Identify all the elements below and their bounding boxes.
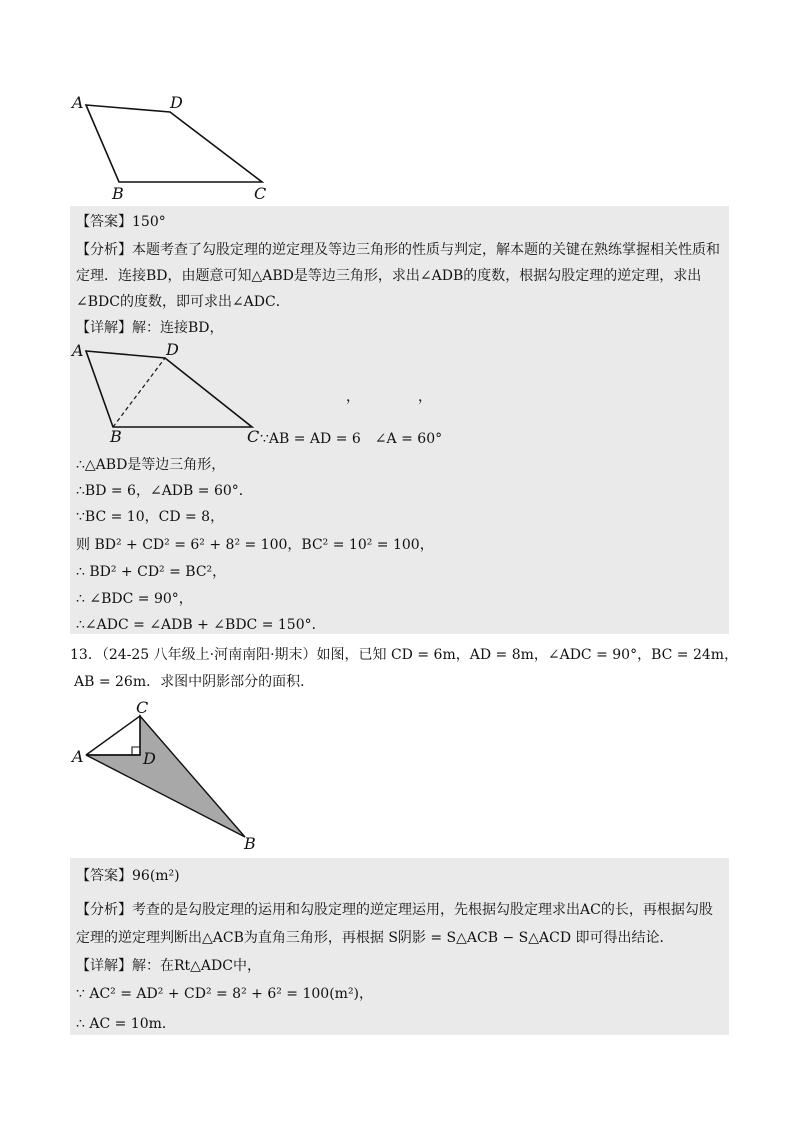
- vertex-a-label: A: [72, 747, 84, 766]
- vertex-a-label: A: [72, 93, 84, 112]
- q13-stem-line-1: 13．（24-25 八年级上·河南南阳·期末）如图，已知 CD = 6m，AD = 8m，∠ADC = 90°，BC = 24m，: [70, 647, 739, 663]
- detail-text: 解：在Rt△ADC中，: [132, 958, 261, 974]
- q13-answer-line: [76, 866, 180, 886]
- stray-comma-1: ，: [346, 389, 360, 405]
- q12-analysis-line-2: 定理．连接BD，由题意可知△ABD是等边三角形，求出∠ADB的度数，根据勾股定理的逆定理，求出: [76, 268, 702, 284]
- q13-detail-line-2: ∵ AC² = AD² + CD² = 8² + 6² = 100(m²)，: [76, 986, 374, 1002]
- analysis-tag: 【分析】: [76, 902, 132, 918]
- q13-detail-line-3: ∴ AC = 10m．: [76, 1016, 176, 1032]
- answer-value: 96(m²): [132, 868, 180, 884]
- detail-tag: 【详解】: [76, 320, 132, 336]
- vertex-d-label: D: [170, 93, 183, 112]
- q12-step-2: ∴BD = 6，∠ADB = 60°．: [76, 483, 253, 499]
- q12-step-5: ∴ BD² + CD² = BC²，: [76, 564, 227, 580]
- vertex-a-label: A: [72, 341, 84, 360]
- q12-step-6: ∴ ∠BDC = 90°，: [76, 591, 193, 607]
- answer-tag: 【答案】: [76, 868, 132, 884]
- q13-stem-line-2: AB = 26m．求图中阴影部分的面积．: [74, 674, 315, 690]
- given-ab-ad-angle: ∵AB = AD = 6 ∠A = 60°: [260, 431, 443, 447]
- detail-text: 解：连接BD，: [132, 320, 224, 336]
- vertex-b-label: B: [244, 834, 256, 853]
- q12-step-3: ∵BC = 10，CD = 8，: [76, 509, 225, 525]
- vertex-c-label: C: [254, 184, 267, 203]
- answer-value: 150°: [132, 214, 166, 230]
- vertex-b-label: B: [112, 184, 124, 203]
- vertex-b-label: B: [110, 427, 122, 446]
- q13-detail-line-1: [76, 956, 261, 976]
- analysis-tag: 【分析】: [76, 242, 132, 258]
- shaded-area: [86, 716, 245, 837]
- q12-step-7: ∴∠ADC = ∠ADB + ∠BDC = 150°．: [76, 617, 326, 633]
- stray-comma-2: ，: [418, 389, 432, 405]
- q13-analysis-line-2: 定理的逆定理判断出△ACB为直角三角形，再根据 S阴影 = S△ACB − S△ACD 即可得出结论．: [76, 930, 674, 946]
- detail-tag: 【详解】: [76, 958, 132, 974]
- vertex-c-label: C: [136, 698, 149, 717]
- vertex-d-label: D: [143, 749, 156, 768]
- vertex-c-label: C: [247, 427, 260, 446]
- answer-tag: 【答案】: [76, 214, 132, 230]
- q12-step-1: ∴△ABD是等边三角形，: [76, 457, 226, 473]
- q12-step-4: 则 BD² + CD² = 6² + 8² = 100，BC² = 10² = 100，: [76, 537, 434, 553]
- vertex-d-label: D: [166, 340, 179, 359]
- analysis-text: 考查的是勾股定理的运用和勾股定理的逆定理运用，先根据勾股定理求出AC的长，再根据勾股: [132, 902, 713, 918]
- q12-analysis-line-3: ∠BDC的度数，即可求出∠ADC．: [76, 294, 290, 310]
- analysis-text: 本题考查了勾股定理的逆定理及等边三角形的性质与判定，解本题的关键在熟练掌握相关性质和: [132, 242, 720, 258]
- q13-analysis-line-1: [76, 900, 713, 920]
